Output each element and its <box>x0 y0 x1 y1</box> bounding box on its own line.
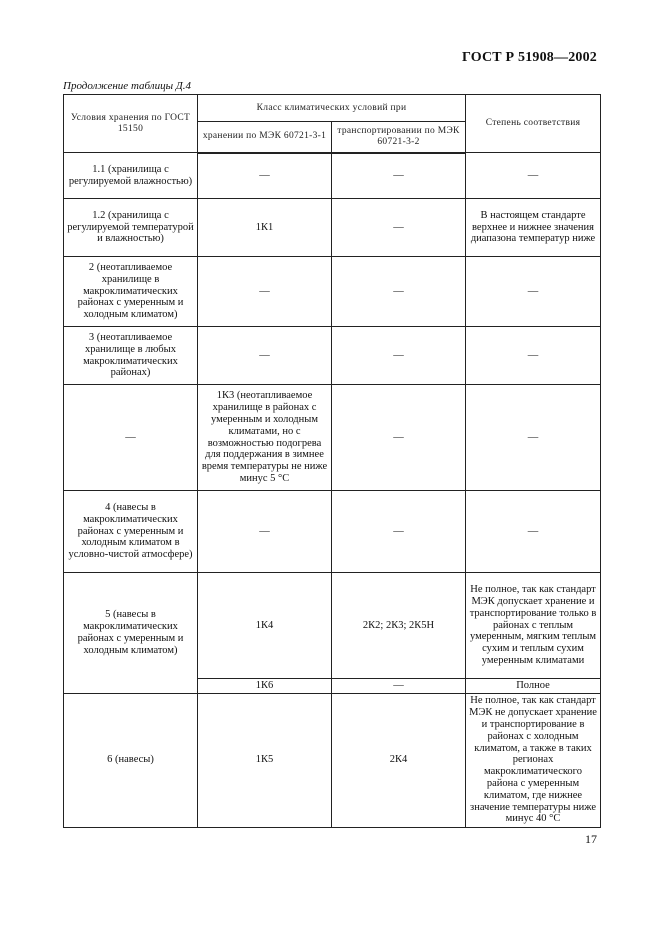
cell-storage-condition: 1.1 (хранилища с регулируемой влажностью) <box>64 153 198 199</box>
cell-compliance: Полное <box>466 679 601 694</box>
storage-conditions-table <box>63 94 601 828</box>
table-row <box>64 693 601 827</box>
cell-transport-class: — <box>332 491 466 573</box>
cell-compliance: — <box>466 153 601 199</box>
cell-storage-class: 1К3 (неотапливаемое хранилище в районах с умеренным и холодным климатами, но с возможностью подогрева для поддержания в зимнее время температуры не ниже минус 5 °С <box>198 385 332 491</box>
cell-compliance: — <box>466 327 601 385</box>
col-group-header-climate-class: Класс климатических условий при <box>198 95 466 122</box>
cell-storage-class: 1К4 <box>198 573 332 679</box>
cell-transport-class: — <box>332 327 466 385</box>
cell-storage-class: — <box>198 257 332 327</box>
cell-storage-condition: 3 (неотапливаемое хранилище в любых макроклиматических районах) <box>64 327 198 385</box>
cell-compliance: — <box>466 385 601 491</box>
cell-storage-class: 1К6 <box>198 679 332 694</box>
cell-compliance: Не полное, так как стандарт МЭК допускает хранение и транспортирование только в районах с теплым умеренным, мягким теплым сухим и теплым сухим умеренным климатами <box>466 573 601 679</box>
table-caption: Продолжение таблицы Д.4 <box>63 80 192 92</box>
cell-transport-class: 2К2; 2К3; 2К5Н <box>332 573 466 679</box>
cell-storage-class: — <box>198 327 332 385</box>
cell-transport-class: — <box>332 153 466 199</box>
cell-storage-class: 1К1 <box>198 199 332 257</box>
table-row <box>64 491 601 573</box>
cell-storage-class: — <box>198 491 332 573</box>
cell-storage-condition: 5 (навесы в макроклиматических районах с умеренным и холодным климатом) <box>64 573 198 694</box>
page-number: 17 <box>585 832 597 846</box>
cell-storage-condition: — <box>64 385 198 491</box>
cell-storage-class: — <box>198 153 332 199</box>
table-row <box>64 153 601 199</box>
col-header-compliance: Степень соответствия <box>466 95 601 153</box>
cell-transport-class: — <box>332 257 466 327</box>
cell-transport-class: — <box>332 199 466 257</box>
cell-storage-condition: 6 (навесы) <box>64 693 198 827</box>
cell-compliance: — <box>466 491 601 573</box>
cell-transport-class: — <box>332 679 466 694</box>
table-row <box>64 385 601 491</box>
cell-storage-condition: 4 (навесы в макроклиматических районах с умеренным и холодным климатом в условно-чистой атмосфере) <box>64 491 198 573</box>
col-header-storage-iec: хранении по МЭК 60721-3-1 <box>198 122 332 153</box>
cell-storage-class: 1К5 <box>198 693 332 827</box>
cell-storage-condition: 1.2 (хранилища с регулируемой температурой и влажностью) <box>64 199 198 257</box>
col-header-transport-iec: транспортировании по МЭК 60721-3-2 <box>332 122 466 153</box>
cell-compliance: В настоящем стандарте верхнее и нижнее значения диапазона температур ниже <box>466 199 601 257</box>
table-row <box>64 327 601 385</box>
cell-compliance: Не полное, так как стандарт МЭК не допускает хранение и транспортирование в районах с холодным климатом, а также в таких регионах макроклиматического района с умеренным климатом, где нижнее значение температуры ниже минус 40 °С <box>466 693 601 827</box>
cell-compliance: — <box>466 257 601 327</box>
table-row <box>64 199 601 257</box>
cell-storage-condition: 2 (неотапливаемое хранилище в макроклиматических районах с умеренным и холодным климатом) <box>64 257 198 327</box>
cell-transport-class: — <box>332 385 466 491</box>
table-row <box>64 573 601 679</box>
cell-transport-class: 2К4 <box>332 693 466 827</box>
standard-number: ГОСТ Р 51908—2002 <box>461 50 597 65</box>
table-row <box>64 257 601 327</box>
col-header-storage-conditions: Условия хранения по ГОСТ 15150 <box>64 95 198 153</box>
